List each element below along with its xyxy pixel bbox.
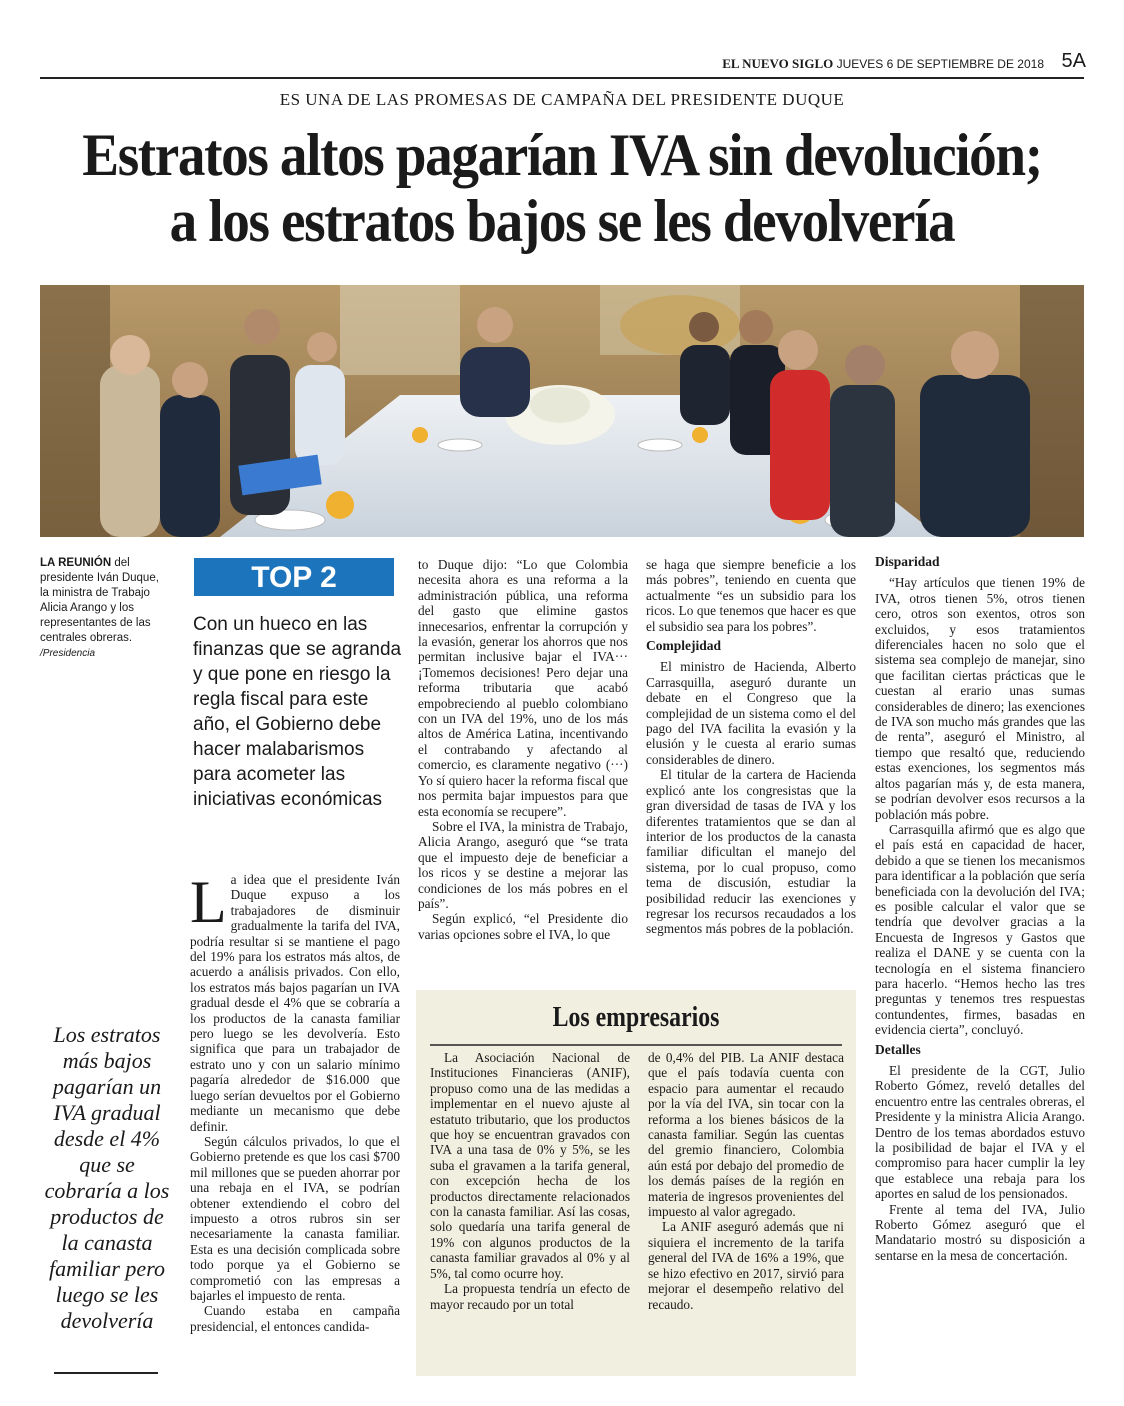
headline-line-2: a los estratos bajos se les devolvería	[169, 188, 955, 254]
sidebar-column-2	[648, 1050, 844, 1312]
paragraph: Sobre el IVA, la ministra de Trabajo, Alicia Arango, aseguró que “se trata que el impuesto deje de beneficiar a los ricos y se destine a mejorar las condiciones de los más pobres en el país”.	[418, 818, 628, 911]
paragraph: La propuesta tendría un efecto de mayor recaudo por un total	[430, 1281, 630, 1312]
deck-text: Con un hueco en las finanzas que se agranda y que pone en riesgo la regla fiscal para este año, el Gobierno debe hacer malabarismos para acometer las iniciativas económicas	[193, 614, 402, 810]
subhead-complejidad: Complejidad	[646, 638, 722, 654]
paragraph: “Hay artículos que tienen 19% de IVA, otros tienen 5%, otros tienen cero, otros son exentos, otros son excluidos, y esos tratamientos diferenciales hacen no solo que el sistema sea complejo de manejar, sino que facilitan ciertas prácticas que le cuestan al erario unas sumas considerables de dinero; las exenciones de IVA son mucho más grandes que las de renta”, aseguró el Ministro, al tiempo que resaltó que, reduciendo estas exenciones, los segmentos más altos pagarían más y, de esta manera, se podrían devolver esos recursos a la población más pobre.	[875, 575, 1085, 822]
meeting-photo	[40, 285, 1084, 537]
paragraph: Según cálculos privados, lo que el Gobierno pretende es que los casi $700 mil millones que se pueden ahorrar por una rebaja en el IVA, se podrían obtener extendiendo el cobro del impuesto a otros rubros sin ser necesariamente la canasta familiar. Esta es una decisión complicada sobre todo porque ya el Gobierno se comprometió con las empresas a bajarles el impuesto de renta.	[190, 1133, 400, 1303]
paragraph: Frente al tema del IVA, Julio Roberto Gómez aseguró que el Mandatario mostró su disposición a sentarse en la mesa de concertación.	[875, 1201, 1085, 1263]
sidebar-title: Los empresarios	[552, 1002, 720, 1033]
article-column-4	[875, 554, 1085, 1263]
paragraph: El ministro de Hacienda, Alberto Carrasquilla, aseguró durante un debate en el Congreso que la complejidad de un sistema como el del pago del IVA facilita la evasión y la elusión y le cuesta al erario sumas considerables de dinero.	[646, 659, 856, 767]
pull-quote: Los estratos más bajos pagarían un IVA gradual desde el 4% que se cobraría a los productos de la canasta familiar pero luego se les devolvería	[44, 1022, 170, 1333]
paragraph: to Duque dijo: “Lo que Colombia necesita ahora es una reforma a la administración pública, una reforma del gasto que elimine gastos innecesarios, enfrentar la corrupción y la evasión, generar los ahorros que nos permitan inclusive bajar el IVA··· ¡Tomemos decisiones! Pero dejar una reforma tributaria que acabó empobreciendo al pueblo colombiano con un IVA del 19%, uno de los más altos de América Latina, incentivando el contrabando y afectando al comercio, es claramente negativo (···) Yo sí quiero hacer la reforma fiscal que nos permita bajar impuestos para que esta economía se recupere”.	[418, 557, 628, 819]
caption-lead: LA REUNIÓN	[40, 557, 112, 569]
caption-text: del presidente Iván Duque, la ministra de Trabajo Alicia Arango y los representantes de las centrales obreras.	[40, 557, 159, 644]
pull-quote-rule	[54, 1372, 158, 1374]
headline	[82, 122, 1042, 254]
article-column-3	[646, 557, 856, 937]
photo-credit: /Presidencia	[40, 648, 96, 659]
photo-caption	[40, 556, 168, 661]
kicker: ES UNA DE LAS PROMESAS DE CAMPAÑA DEL PRESIDENTE DUQUE	[279, 90, 845, 109]
page-number: 5A	[1061, 50, 1086, 72]
paragraph: Carrasquilla afirmó que es algo que el país está en capacidad de hacer, debido a que se tienen los mecanismos para identificar a la población que sería beneficiada con la devolución del IVA; es posible calcular el valor que se tendría que devolver gracias a la Encuesta de Ingresos y Gastos que realiza el DANE y se cuenta con la tecnología en el sistema financiero para hacerlo. “Hemos hecho las tres preguntas y tenemos tres respuestas contundentes, firmes, basadas en evidencia cierta”, concluyó.	[875, 821, 1085, 1038]
article-column-2	[418, 557, 628, 942]
paragraph: El titular de la cartera de Hacienda explicó ante los congresistas que la gran diversidad de tasas de IVA y los diferentes tratamientos que se dan al interior de los productos de la canasta familiar dificultan el manejo del sistema, por lo cual propuso, como tema de discusión, estudiar la posibilidad reducir las exenciones y regresar los recursos recaudados a los segmentos más pobres de la población.	[646, 767, 856, 937]
paragraph: El presidente de la CGT, Julio Roberto Gómez, reveló detalles del encuentro entre las centrales obreras, el Presidente y la ministra Alicia Arango. Dentro de los temas abordados estuvo la posibilidad de bajar el IVA y el compromiso para hacer cumplir la ley que establece una rebaja para los aportes en salud de los pensionados.	[875, 1063, 1085, 1202]
article-column-1	[190, 869, 400, 1334]
header-info	[722, 56, 1044, 72]
paragraph-text: a idea que el presidente Iván Duque expuso a los trabajadores de disminuir gradualmente la tarifa del IVA, podría resultar si se mantiene el pago del 19% para los estratos más altos, de acuerdo a análisis privados. Con ello, los estratos más bajos pagarían un IVA gradual desde el 4% que se cobraría a los productos de la canasta familiar pero luego se les devolvería. Esto significa que para un trabajador de estrato uno y con un salario mínimo pagaría alrededor de $16.000 que luego serían devueltos por el Gobierno mediante un mecanismo que debe definir.	[190, 872, 400, 1134]
subhead-disparidad: Disparidad	[875, 554, 940, 569]
paragraph: Según explicó, “el Presidente dio varias opciones sobre el IVA, lo que	[418, 911, 628, 942]
sidebar-title-rule	[430, 1044, 842, 1046]
paragraph: Cuando estaba en campaña presidencial, el entonces candida-	[190, 1303, 400, 1334]
paragraph: de 0,4% del PIB. La ANIF destaca que el país todavía cuenta con espacio para aumentar el recaudo por la vía del IVA, sin tocar con la reforma a los bienes básicos de la canasta familiar. Según las cuentas del gremio financiero, Colombia aún está por debajo del promedio de los demás países de la región en materia de ingresos provenientes del impuesto al valor agregado.	[648, 1050, 844, 1220]
paper-name: EL NUEVO SIGLO	[722, 56, 834, 71]
top-badge: TOP 2	[194, 558, 394, 596]
page-header	[0, 0, 1124, 80]
paragraph	[190, 869, 400, 1134]
paragraph: La ANIF aseguró además que ni siquiera el incremento de la tarifa general del IVA de 16% a 19%, que se hizo efectivo en 2017, sirvió para mejorar el desempeño relativo del recaudo.	[648, 1219, 844, 1312]
paragraph: La Asociación Nacional de Instituciones Financieras (ANIF), propuso como una de las medidas a implementar en el nuevo ajuste al estatuto tributario, que los productos que hoy se encuentran gravados con IVA a una tasa de 0% y 5%, se les suba el gravamen a la tarifa general, con excepción hecha de los productos directamente relacionados con la canasta familiar. Así las cosas, solo quedaría una tarifa general de 19% con algunos productos de la canasta familiar gravados al 0% y al 5%, tal como ocurre hoy.	[430, 1050, 630, 1281]
header-rule	[40, 77, 1084, 79]
headline-line-1: Estratos altos pagarían IVA sin devolución;	[82, 122, 1042, 188]
issue-date: JUEVES 6 DE SEPTIEMBRE DE 2018	[836, 57, 1044, 71]
paragraph: se haga que siempre beneficie a los más pobres”, teniendo en cuenta que actualmente “es un subsidio para los ricos. Lo que tenemos que hacer es que el subsidio sea para los pobres”.	[646, 557, 856, 634]
subhead-detalles: Detalles	[875, 1041, 921, 1057]
sidebar-column-1	[430, 1050, 630, 1312]
drop-cap: L	[190, 869, 227, 935]
